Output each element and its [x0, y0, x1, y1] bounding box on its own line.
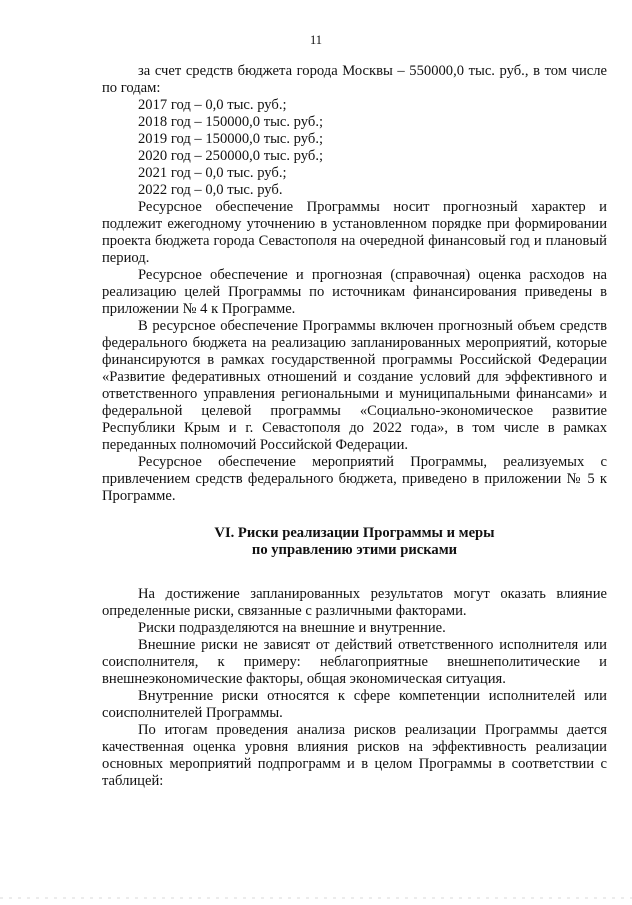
year-item: 2019 год – 150000,0 тыс. руб.; — [138, 131, 324, 147]
paragraph: Внутренние риски относятся к сфере компетенции исполнителей или соисполнителей Программы. — [102, 688, 607, 721]
scan-artifact-line — [0, 897, 632, 899]
paragraph: Риски подразделяются на внешние и внутренние. — [138, 620, 446, 636]
document-body — [102, 63, 607, 790]
year-item: 2021 год – 0,0 тыс. руб.; — [138, 165, 287, 181]
yearly-funding-list — [102, 97, 607, 199]
section-title-line: VI. Риски реализации Программы и меры — [214, 525, 495, 541]
paragraph: Внешние риски не зависят от действий ответственного исполнителя или соисполнителя, к примеру: неблагоприятные внешнеполитические и внешнеэкономические факторы, общая экономическая ситуация. — [102, 637, 607, 687]
section-title — [102, 525, 607, 559]
paragraph: По итогам проведения анализа рисков реализации Программы дается качественная оценка уровня влияния рисков на эффективность реализации основных мероприятий подпрограмм и в целом Программы в соответствии с таблицей: — [102, 722, 607, 789]
paragraph: Ресурсное обеспечение мероприятий Программы, реализуемых с привлечением средств федерального бюджета, приведено в приложении № 5 к Программе. — [102, 454, 607, 504]
year-item: 2020 год – 250000,0 тыс. руб.; — [138, 148, 324, 164]
paragraph-moscow-funding: за счет средств бюджета города Москвы – 550000,0 тыс. руб., в том числе по годам: — [102, 63, 607, 96]
paragraph: На достижение запланированных результатов могут оказать влияние определенные риски, связанные с различными факторами. — [102, 586, 607, 619]
year-item: 2018 год – 150000,0 тыс. руб.; — [138, 114, 324, 130]
section-title-line: по управлению этими рисками — [251, 542, 458, 558]
year-item: 2017 год – 0,0 тыс. руб.; — [138, 97, 287, 113]
paragraph: Ресурсное обеспечение Программы носит прогнозный характер и подлежит ежегодному уточнению в установленном порядке при формировании проекта бюджета города Севастополя на очередной финансовый год и плановый период. — [102, 199, 607, 266]
paragraph: Ресурсное обеспечение и прогнозная (справочная) оценка расходов на реализацию целей Программы по источникам финансирования приведены в приложении № 4 к Программе. — [102, 267, 607, 317]
year-item: 2022 год – 0,0 тыс. руб. — [138, 182, 283, 198]
page-number: 11 — [309, 33, 323, 47]
paragraph: В ресурсное обеспечение Программы включен прогнозный объем средств федерального бюджета на реализацию запланированных мероприятий, которые финансируются в рамках государственной программы Российской Федерации «Развитие федеративных отношений и создание условий для эффективного и ответственного управления региональными и муниципальными финансами» и федеральной целевой программы «Социально-экономическое развитие Республики Крым и г. Севастополя до 2022 года», в том числе в рамках переданных полномочий Российской Федерации. — [102, 318, 607, 453]
risks-section-body — [102, 586, 607, 790]
